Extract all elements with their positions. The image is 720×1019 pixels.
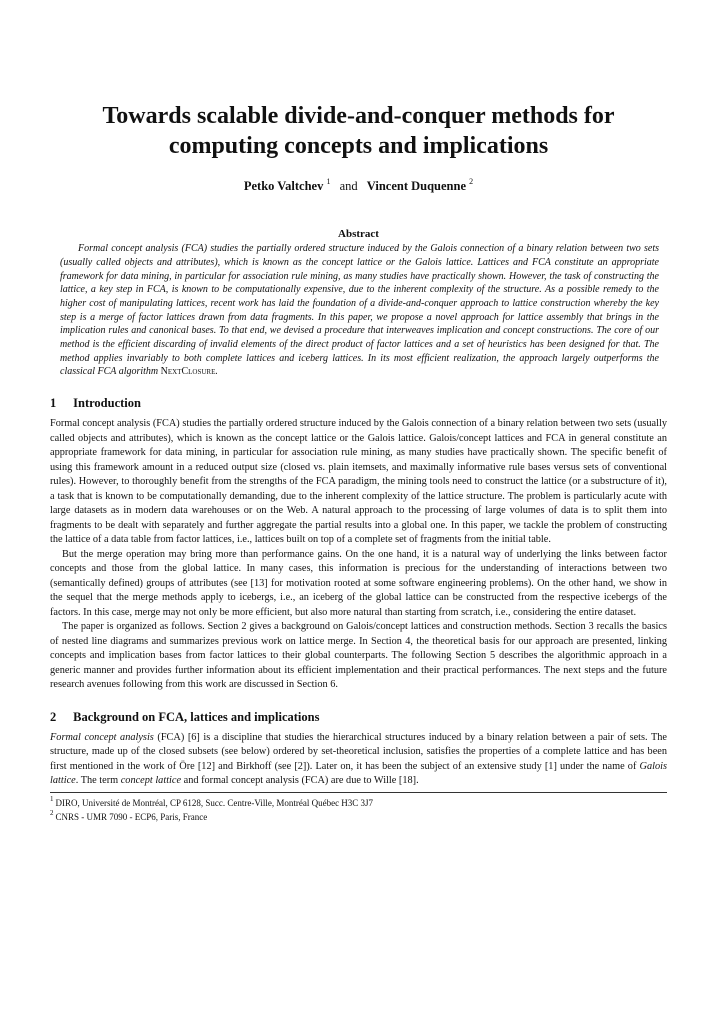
background-text-1: (FCA) [6] is a discipline that studies the hierarchical structures induced by a binary relation between a pair of sets. The structure, made up of the closed subsets (see below) ordered by set-theoretical inclusion, satisfies the properties of a complete lattice and has been first mentioned in the work of Öre [12] and Birkhoff (see [2]). Later on, it has been the subject of an extensive study [1] under the name of: [50, 731, 667, 772]
intro-paragraph-1: Formal concept analysis (FCA) studies the partially ordered structure induced by the Galois connection of a binary relation between two sets (usually called objects and attributes), which is known as the concept lattice or the Galois lattice. Galois/concept lattices and FCA in general constitute an appropriate framework for data mining, in particular for association rule mining, as many studies have practically shown. The specific benefit of using this framework amount in a reduced output size (closed vs. plain itemsets, and maximally informative rule bases versus sets of conventional rules). However, to thoroughly benefit from the strengths of the FCA paradigm, the mining tools need to construct the lattice (or a substructure of it), a task that is known to be computationally demanding, due to the inherent complexity of the lattice structure. The problem is particularly acute with large datasets as in modern data warehouses or on the Web. A natural approach to the processing of large volumes of data is to split them into fragments to be dealt with separately and further aggregate the partial results into a global one. In this paper, we tackle the problem of constructing the lattice of a data table from factor lattices, i.e., lattices built on top of a complete set of fragments from the initial table.: [50, 418, 667, 546]
abstract-heading: Abstract: [338, 228, 379, 241]
footnote-2: [50, 809, 667, 823]
section-1-heading: [50, 395, 667, 411]
footnote-1: [50, 795, 667, 809]
author-conjunction: and: [339, 179, 358, 194]
section-2-number: 2: [50, 709, 57, 724]
intro-paragraph-3: The paper is organized as follows. Section 2 gives a background on Galois/concept lattices and construction methods. Section 3 recalls the basics of nested line diagrams and summarizes previous work on lattice merge. In Section 4, the theoretical basis for our approach are presented, linking concepts and implication bases from factor lattices to their global counterparts. The following Section 5 describes the algorithmic approach in a generic manner and provides further information about its efficient implementation and their practical performances. The next steps and the future research avenues following from this work are discussed in Section 6.: [50, 621, 667, 691]
title-line-1: Towards scalable divide-and-conquer methods for: [102, 103, 615, 129]
term-concept-lattice: concept lattice: [120, 775, 182, 787]
abstract-text: [50, 242, 667, 379]
footnote-1-mark: 1: [50, 794, 54, 803]
term-galois-lattice: Galois lattice: [50, 760, 667, 787]
section-2-title: Background on FCA, lattices and implications: [73, 709, 320, 724]
paper-page: [50, 0, 667, 823]
footnotes: [50, 792, 667, 823]
intro-paragraph-2: But the merge operation may bring more than performance gains. On the one hand, it is a natural way of underlying the links between factor concepts and those from the global lattice. In many cases, this information is precious for the understanding of interactions between two (semantically defined) groups of attributes (see [13] for motivation rooted at some software engineering problems). On the other hand, we show in the sequel that the merge methods apply to icebergs, i.e., an iceberg of the global lattice can be constructed from the respective icebergs of the factors. In this case, merge may not only be more efficient, but also more natural than starting from scratch, i.e., considering the entire dataset.: [50, 548, 667, 618]
abstract-main-text: Formal concept analysis (FCA) studies the partially ordered structure induced by the Galois connection of a binary relation between two sets (usually called objects and attributes), which is known as the concept lattice or the Galois lattice. Lattices and FCA constitute an appropriate framework for data mining, in particular for association rule mining, as many studies have practically shown. However, the task of constructing the lattice, a key step in FCA, is known to be computationally expensive, due to the inherent complexity of the structure. As a possible remedy to the higher cost of manipulating lattices, recent work has laid the foundation of a divide-and-conquer approach to lattice construction whereby the key step is a merge of factor lattices drawn from data fragments. In this paper, we propose a novel approach for lattice assembly that brings in the implication rules and canonical bases. To that end, we devised a procedure that interweaves implication and concept constructions. The core of our method is the efficient discarding of invalid elements of the direct product of factor lattices and a set of heuristics has been designed for that. The method applies invariably to both complete lattices and iceberg lattices. In its most efficient realization, the approach largely outperforms the classical FCA algorithm: [60, 243, 659, 378]
paper-title: [50, 101, 667, 161]
title-line-2: computing concepts and implications: [168, 133, 549, 159]
footnote-2-mark: 2: [50, 808, 54, 817]
footnote-1-text: DIRO, Université de Montréal, CP 6128, Succ. Centre-Ville, Montréal Québec H3C 3J7: [55, 797, 374, 808]
author-1-affiliation-mark: 1: [326, 177, 331, 186]
section-2-heading: [50, 709, 667, 725]
background-text-2: . The term: [75, 775, 119, 787]
author-list: [50, 175, 667, 194]
abstract-end: .: [215, 366, 218, 378]
author-2-name: Vincent Duquenne: [366, 179, 467, 194]
background-text-3: and formal concept analysis (FCA) are due to Wille [18].: [183, 775, 419, 787]
section-1-number: 1: [50, 396, 57, 411]
algorithm-name: NextClosure: [160, 366, 216, 378]
footnote-2-text: CNRS - UMR 7090 - ECP6, Paris, France: [55, 811, 208, 822]
section-1-title: Introduction: [73, 396, 141, 411]
author-1-name: Petko Valtchev: [243, 179, 324, 194]
author-2-affiliation-mark: 2: [469, 177, 474, 186]
term-formal-concept-analysis: Formal concept analysis: [50, 731, 154, 743]
background-paragraph-1: [50, 731, 667, 789]
